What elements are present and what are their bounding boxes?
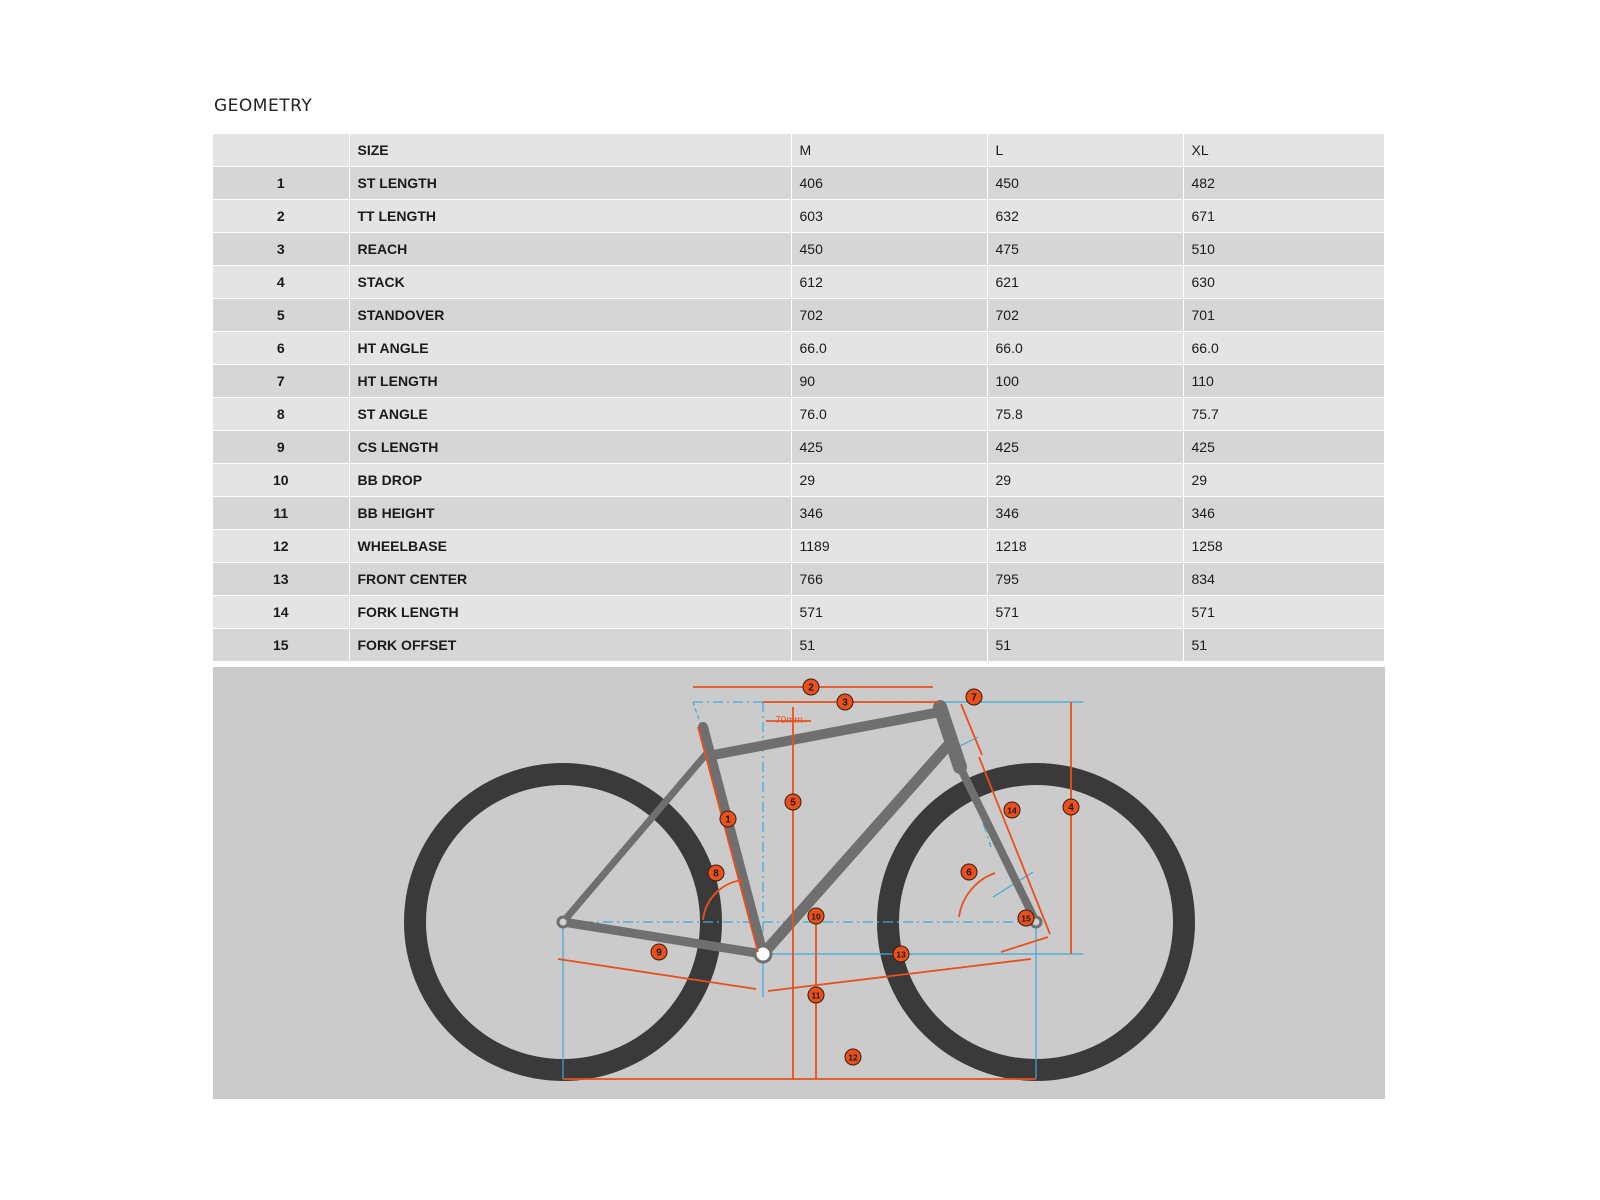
row-value-m: 90 [791, 365, 987, 398]
header-size-cell: SIZE [349, 134, 791, 167]
callout-label: 9 [656, 947, 662, 959]
callout-label: 12 [848, 1052, 858, 1063]
row-number-cell: 13 [213, 563, 349, 596]
row-value-l: 702 [987, 299, 1183, 332]
row-value-m: 76.0 [791, 398, 987, 431]
row-label-cell: FORK LENGTH [349, 596, 791, 629]
row-value-xl: 346 [1183, 497, 1384, 530]
row-value-m: 66.0 [791, 332, 987, 365]
row-value-xl: 29 [1183, 464, 1384, 497]
row-value-l: 795 [987, 563, 1183, 596]
callout-1 [720, 811, 736, 827]
table-row [213, 398, 1384, 431]
callout-15 [1018, 910, 1034, 926]
table-row [213, 200, 1384, 233]
page-title: GEOMETRY [214, 96, 313, 116]
row-number-cell: 12 [213, 530, 349, 563]
callout-label: 6 [966, 867, 972, 879]
callout-label: 2 [808, 682, 814, 694]
row-value-m: 51 [791, 629, 987, 662]
table-row [213, 464, 1384, 497]
header-size-m: M [791, 134, 987, 167]
row-number-cell: 6 [213, 332, 349, 365]
row-number-cell: 1 [213, 167, 349, 200]
callout-label: 15 [1021, 913, 1031, 924]
row-label-cell: BB HEIGHT [349, 497, 791, 530]
row-value-xl: 51 [1183, 629, 1384, 662]
dimension-lines [558, 687, 1071, 1079]
table-row [213, 530, 1384, 563]
row-value-xl: 110 [1183, 365, 1384, 398]
callout-5 [785, 794, 801, 810]
callout-8 [708, 865, 724, 881]
callout-12 [845, 1049, 861, 1065]
table-row [213, 233, 1384, 266]
row-label-cell: HT LENGTH [349, 365, 791, 398]
row-number-cell: 5 [213, 299, 349, 332]
callout-label: 5 [790, 797, 796, 809]
callout-label: 10 [811, 911, 821, 922]
header-size-l: L [987, 134, 1183, 167]
header-num-cell [213, 134, 349, 167]
row-number-cell: 7 [213, 365, 349, 398]
callout-label: 8 [713, 868, 719, 880]
row-value-l: 66.0 [987, 332, 1183, 365]
table-row [213, 497, 1384, 530]
header-size-xl: XL [1183, 134, 1384, 167]
row-label-cell: FRONT CENTER [349, 563, 791, 596]
row-value-m: 29 [791, 464, 987, 497]
row-value-m: 603 [791, 200, 987, 233]
row-value-l: 1218 [987, 530, 1183, 563]
callout-9 [651, 944, 667, 960]
row-value-xl: 834 [1183, 563, 1384, 596]
row-label-cell: FORK OFFSET [349, 629, 791, 662]
row-value-xl: 571 [1183, 596, 1384, 629]
row-number-cell: 3 [213, 233, 349, 266]
row-value-m: 612 [791, 266, 987, 299]
row-value-m: 702 [791, 299, 987, 332]
callout-3 [837, 694, 853, 710]
table-row [213, 365, 1384, 398]
table-row [213, 266, 1384, 299]
row-value-l: 632 [987, 200, 1183, 233]
callout-label: 13 [896, 949, 906, 960]
callout-label: 11 [811, 990, 821, 1001]
row-value-l: 425 [987, 431, 1183, 464]
callout-7 [966, 689, 982, 705]
row-label-cell: BB DROP [349, 464, 791, 497]
row-number-cell: 14 [213, 596, 349, 629]
row-label-cell: REACH [349, 233, 791, 266]
row-label-cell: CS LENGTH [349, 431, 791, 464]
row-number-cell: 8 [213, 398, 349, 431]
row-value-m: 571 [791, 596, 987, 629]
table-row [213, 299, 1384, 332]
callout-label: 7 [971, 692, 977, 704]
row-number-cell: 4 [213, 266, 349, 299]
row-value-l: 450 [987, 167, 1183, 200]
row-value-xl: 75.7 [1183, 398, 1384, 431]
row-value-m: 346 [791, 497, 987, 530]
bike-geometry-diagram [213, 667, 1385, 1099]
row-value-l: 51 [987, 629, 1183, 662]
row-value-l: 29 [987, 464, 1183, 497]
geometry-table [213, 134, 1384, 662]
row-value-m: 450 [791, 233, 987, 266]
row-number-cell: 15 [213, 629, 349, 662]
callout-4 [1063, 799, 1079, 815]
row-value-l: 100 [987, 365, 1183, 398]
row-label-cell: HT ANGLE [349, 332, 791, 365]
row-value-xl: 510 [1183, 233, 1384, 266]
row-value-l: 75.8 [987, 398, 1183, 431]
row-number-cell: 10 [213, 464, 349, 497]
row-value-l: 346 [987, 497, 1183, 530]
row-value-l: 571 [987, 596, 1183, 629]
row-value-m: 1189 [791, 530, 987, 563]
row-number-cell: 11 [213, 497, 349, 530]
table-row [213, 596, 1384, 629]
table-row [213, 629, 1384, 662]
row-label-cell: WHEELBASE [349, 530, 791, 563]
table-row [213, 167, 1384, 200]
bike-diagram-svg [213, 667, 1385, 1099]
callout-6 [961, 864, 977, 880]
row-value-l: 621 [987, 266, 1183, 299]
row-value-xl: 425 [1183, 431, 1384, 464]
callout-2 [803, 679, 819, 695]
row-value-xl: 66.0 [1183, 332, 1384, 365]
callout-14 [1004, 802, 1020, 818]
callout-11 [808, 987, 824, 1003]
row-label-cell: ST LENGTH [349, 167, 791, 200]
row-label-cell: STANDOVER [349, 299, 791, 332]
table-header-row [213, 134, 1384, 167]
callout-label: 3 [842, 697, 848, 709]
row-value-m: 766 [791, 563, 987, 596]
callout-label: 14 [1007, 805, 1017, 816]
row-value-m: 425 [791, 431, 987, 464]
callout-label: 1 [725, 814, 731, 826]
callout-label: 4 [1068, 802, 1074, 814]
row-label-cell: TT LENGTH [349, 200, 791, 233]
callout-13 [893, 946, 909, 962]
row-value-l: 475 [987, 233, 1183, 266]
row-number-cell: 9 [213, 431, 349, 464]
table-row [213, 431, 1384, 464]
row-value-xl: 701 [1183, 299, 1384, 332]
row-value-m: 406 [791, 167, 987, 200]
row-value-xl: 1258 [1183, 530, 1384, 563]
row-label-cell: STACK [349, 266, 791, 299]
offset-label: 70mm [775, 715, 803, 726]
callout-10 [808, 908, 824, 924]
table-row [213, 563, 1384, 596]
table-row [213, 332, 1384, 365]
geometry-table-body [213, 134, 1384, 662]
row-value-xl: 630 [1183, 266, 1384, 299]
row-label-cell: ST ANGLE [349, 398, 791, 431]
bike-frame [558, 707, 1041, 962]
row-value-xl: 671 [1183, 200, 1384, 233]
row-value-xl: 482 [1183, 167, 1384, 200]
row-number-cell: 2 [213, 200, 349, 233]
